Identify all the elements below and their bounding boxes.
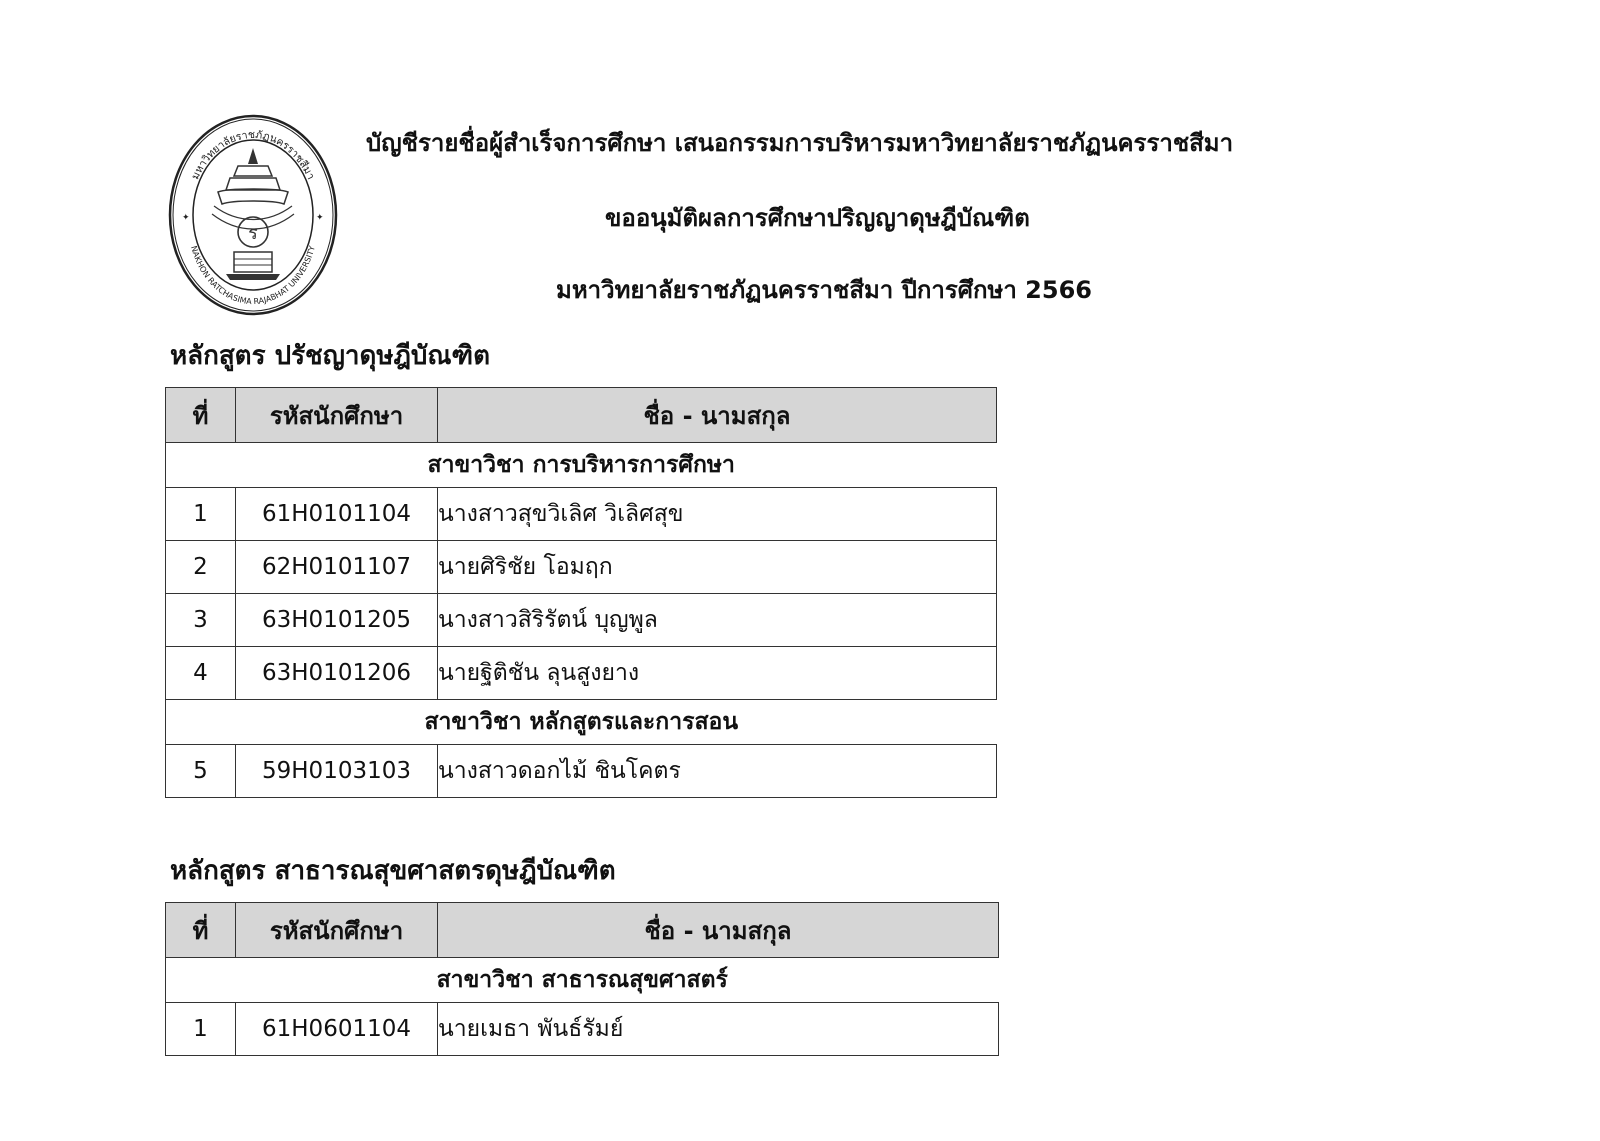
document-title: บัญชีรายชื่อผู้สำเร็จการศึกษา เสนอกรรมการบริหารมหาวิทยาลัยราชภัฏนครราชสีมา (366, 129, 1234, 157)
table-row (166, 1003, 999, 1056)
column-header-no: ที่ (166, 903, 236, 958)
row-no: 4 (166, 647, 236, 700)
row-name: นางสาวสุขวิเลิศ วิเลิศสุข (438, 488, 997, 541)
university-seal-icon (168, 114, 338, 316)
column-header-name: ชื่อ - นามสกุล (438, 388, 997, 443)
branch-title: สาขาวิชา การบริหารการศึกษา (166, 443, 997, 488)
document-subtitle: ขออนุมัติผลการศึกษาปริญญาดุษฎีบัณฑิต (605, 204, 1030, 232)
row-name: นายเมธา พันธ์รัมย์ (438, 1003, 999, 1056)
seal-text-bottom: NAKHON RATCHASIMA RAJABHAT UNIVERSITY (189, 244, 317, 307)
column-header-student-id: รหัสนักศึกษา (236, 388, 438, 443)
table-header-row (166, 388, 997, 443)
program-heading: หลักสูตร ปรัชญาดุษฎีบัณฑิต (170, 341, 491, 371)
row-name: นางสาวสิริรัตน์ บุญพูล (438, 594, 997, 647)
table-row (166, 745, 997, 798)
university-academic-year: มหาวิทยาลัยราชภัฏนครราชสีมา ปีการศึกษา 2566 (556, 276, 1092, 304)
branch-row (166, 443, 997, 488)
row-student-id: 61H0601104 (236, 1003, 438, 1056)
row-student-id: 59H0103103 (236, 745, 438, 798)
table-row (166, 647, 997, 700)
row-no: 1 (166, 1003, 236, 1056)
seal-text-top: มหาวิทยาลัยราชภัฏนครราชสีมา (189, 128, 317, 182)
column-header-name: ชื่อ - นามสกุล (438, 903, 999, 958)
row-student-id: 61H0101104 (236, 488, 438, 541)
branch-row (166, 958, 999, 1003)
row-name: นางสาวดอกไม้ ชินโคตร (438, 745, 997, 798)
graduate-table (165, 387, 997, 798)
row-no: 5 (166, 745, 236, 798)
table-header-row (166, 903, 999, 958)
column-header-no: ที่ (166, 388, 236, 443)
table-row (166, 594, 997, 647)
row-name: นายศิริชัย โอมฤก (438, 541, 997, 594)
program-heading: หลักสูตร สาธารณสุขศาสตรดุษฎีบัณฑิต (170, 856, 616, 886)
row-no: 1 (166, 488, 236, 541)
table-row (166, 541, 997, 594)
branch-title: สาขาวิชา หลักสูตรและการสอน (166, 700, 997, 745)
table-row (166, 488, 997, 541)
row-name: นายฐิติชัน ลุนสูงยาง (438, 647, 997, 700)
svg-text:✦: ✦ (182, 213, 190, 223)
row-student-id: 63H0101206 (236, 647, 438, 700)
column-header-student-id: รหัสนักศึกษา (236, 903, 438, 958)
branch-title: สาขาวิชา สาธารณสุขศาสตร์ (166, 958, 999, 1003)
branch-row (166, 700, 997, 745)
svg-text:ร: ร (248, 223, 258, 244)
row-no: 2 (166, 541, 236, 594)
row-no: 3 (166, 594, 236, 647)
svg-text:✦: ✦ (316, 213, 324, 223)
row-student-id: 62H0101107 (236, 541, 438, 594)
graduate-table (165, 902, 999, 1056)
row-student-id: 63H0101205 (236, 594, 438, 647)
